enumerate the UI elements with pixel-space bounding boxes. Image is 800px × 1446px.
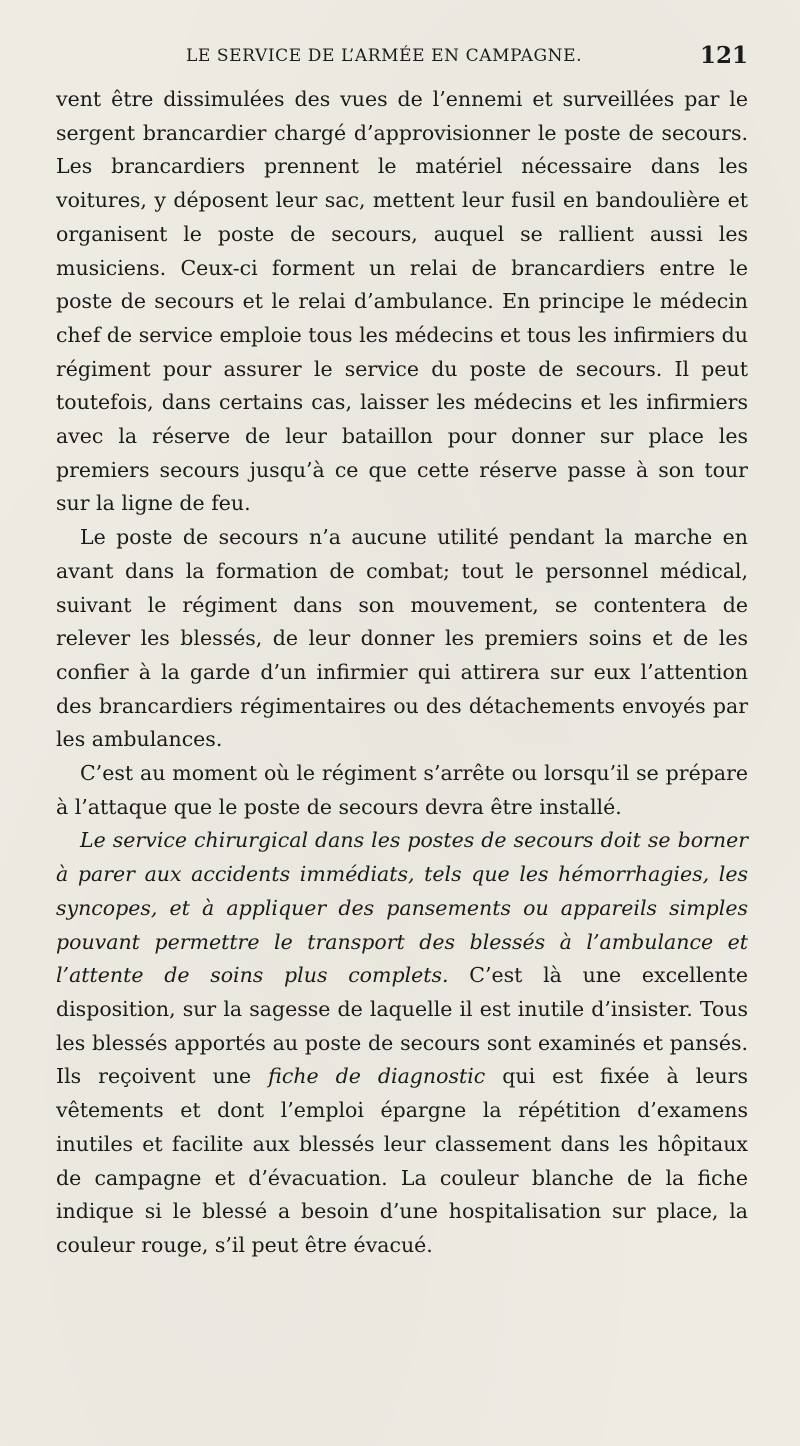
paragraph-4-text-a: C’est là une excellente disposition, sur la sagesse de laquelle il est inutile d’insister. Tous les blessés apportés au poste de secours sont examinés et pansés. Ils reçoivent une <box>56 963 748 1089</box>
page-number: 121 <box>700 42 749 69</box>
page-header <box>0 40 800 76</box>
paragraph-4-italic: Le service chirurgical dans les postes de secours doit se borner à parer aux accidents immédiats, tels que les hémorrhagies, les syncopes, et à appliquer des pansements ou appareils simples pouvant permettre le transport des blessés à l’ambulance et l’attente de soins plus complets. <box>56 828 748 988</box>
running-title: LE SERVICE DE L’ARMÉE EN CAMPAGNE. <box>186 46 583 66</box>
paragraph-4 <box>56 824 748 1262</box>
paragraph-4-text-b: qui est fixée à leurs vêtements et dont l’emploi épargne la répétition d’examens inutiles et facilite aux blessés leur classement dans les hôpitaux de campagne et d’évacuation. La couleur blanche de la fiche indique si le blessé a besoin d’une hospitalisation sur place, la couleur rouge, s’il peut être évacué. <box>56 1064 748 1257</box>
body-text <box>56 83 748 1263</box>
fiche-de-diagnostic: fiche de diagnostic <box>268 1064 486 1089</box>
paragraph-1: vent être dissimulées des vues de l’ennemi et surveillées par le sergent brancardier chargé d’approvisionner le poste de secours. Les brancardiers prennent le matériel nécessaire dans les voitures, y déposent leur sac, mettent leur fusil en bandoulière et organisent le poste de secours, auquel se rallient aussi les musiciens. Ceux-ci forment un relai de brancardiers entre le poste de secours et le relai d’ambulance. En principe le médecin chef de service emploie tous les médecins et tous les infirmiers du régiment pour assurer le service du poste de secours. Il peut toutefois, dans certains cas, laisser les médecins et les infirmiers avec la réserve de leur bataillon pour donner sur place les premiers secours jusqu’à ce que cette réserve passe à son tour sur la ligne de feu. <box>56 87 748 516</box>
paragraph-3: C’est au moment où le régiment s’arrête ou lorsqu’il se prépare à l’attaque que le poste de secours devra être installé. <box>56 761 748 819</box>
paragraph-2: Le poste de secours n’a aucune utilité pendant la marche en avant dans la formation de combat; tout le personnel médical, suivant le régiment dans son mouvement, se contentera de relever les blessés, de leur donner les premiers soins et de les confier à la garde d’un infirmier qui attirera sur eux l’attention des brancardiers régimentaires ou des détachements envoyés par les ambulances. <box>56 525 748 752</box>
